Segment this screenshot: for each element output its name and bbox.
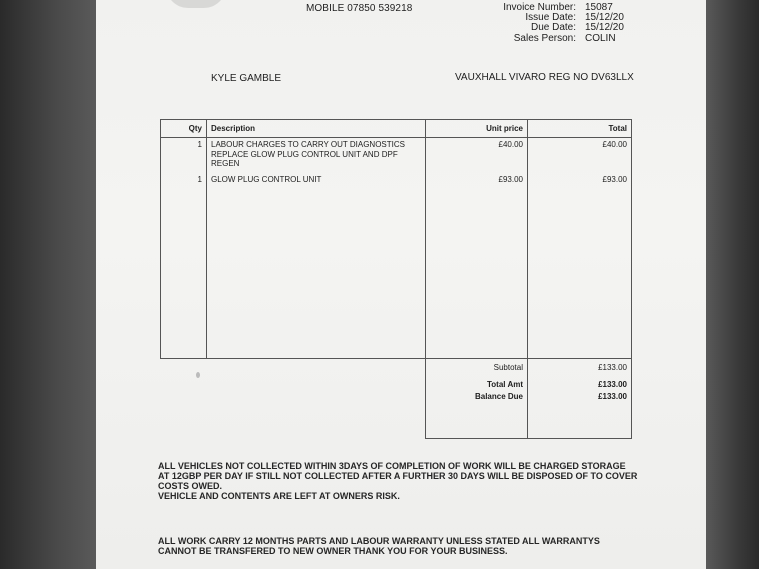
row-1-unit-price: £40.00 <box>498 140 523 149</box>
subtotal-value: £133.00 <box>528 359 632 376</box>
qty-column <box>161 138 207 359</box>
row-2-qty: 1 <box>197 175 202 184</box>
balance-due-value: £133.00 <box>528 392 632 438</box>
balance-due-row <box>426 392 632 438</box>
total-amount-value: £133.00 <box>528 376 632 393</box>
sales-person-value: COLIN <box>585 33 616 44</box>
total-column <box>528 138 632 359</box>
row-1-description: LABOUR CHARGES TO CARRY OUT DIAGNOSTICS REPLACE GLOW PLUG CONTROL UNIT AND DPF REGEN <box>211 140 405 169</box>
paper-smudge <box>196 372 200 378</box>
unit-price-header: Unit price <box>426 120 528 138</box>
invoice-number-label: Invoice Number: <box>503 2 576 13</box>
customer-name: KYLE GAMBLE <box>211 73 282 84</box>
row-2-unit-price: £93.00 <box>498 175 523 184</box>
subtotal-label: Subtotal <box>426 359 528 376</box>
description-column <box>207 138 426 359</box>
owner-risk-terms: VEHICLE AND CONTENTS ARE LEFT AT OWNERS RISK. <box>158 491 400 501</box>
qty-header: Qty <box>161 120 207 138</box>
items-table <box>160 119 632 359</box>
background-right <box>705 0 759 569</box>
sales-person-label: Sales Person: <box>513 33 576 44</box>
items-body <box>161 138 632 359</box>
warranty-terms: ALL WORK CARRY 12 MONTHS PARTS AND LABOUR WARRANTY UNLESS STATED ALL WARRANTYS CANNOT BE TRANSFERED TO NEW OWNER THANK YOU FOR YOUR BUSINESS. <box>158 536 600 556</box>
total-header: Total <box>528 120 632 138</box>
total-amount-label: Total Amt <box>426 376 528 393</box>
subtotal-row <box>426 359 632 376</box>
items-header-row <box>161 120 632 138</box>
totals-table <box>425 359 632 439</box>
logo-fragment <box>166 0 226 8</box>
vehicle-details: VAUXHALL VIVARO REG NO DV63LLX <box>455 72 634 83</box>
mobile-number: MOBILE 07850 539218 <box>306 3 413 14</box>
row-2-total: £93.00 <box>602 175 627 184</box>
due-date-label: Due Date: <box>530 22 576 33</box>
issue-date-value: 15/12/20 <box>585 12 624 23</box>
description-header: Description <box>207 120 426 138</box>
row-1-qty: 1 <box>197 140 202 149</box>
invoice-page <box>96 0 706 569</box>
balance-due-label: Balance Due <box>426 392 528 438</box>
row-2-description: GLOW PLUG CONTROL UNIT <box>211 175 322 184</box>
invoice-number-value: 15087 <box>585 2 613 13</box>
background-left <box>0 0 96 569</box>
total-amount-row <box>426 376 632 393</box>
unit-price-column <box>426 138 528 359</box>
storage-terms: ALL VEHICLES NOT COLLECTED WITHIN 3DAYS OF COMPLETION OF WORK WILL BE CHARGED STORAGE AT 12GBP PER DAY IF STILL NOT COLLECTED AFTER A FURTHER 30 DAYS WILL BE DISPOSED OF TO COVER COSTS OWED. <box>158 461 638 491</box>
row-1-total: £40.00 <box>602 140 627 149</box>
due-date-value: 15/12/20 <box>585 22 624 33</box>
issue-date-label: Issue Date: <box>525 12 576 23</box>
